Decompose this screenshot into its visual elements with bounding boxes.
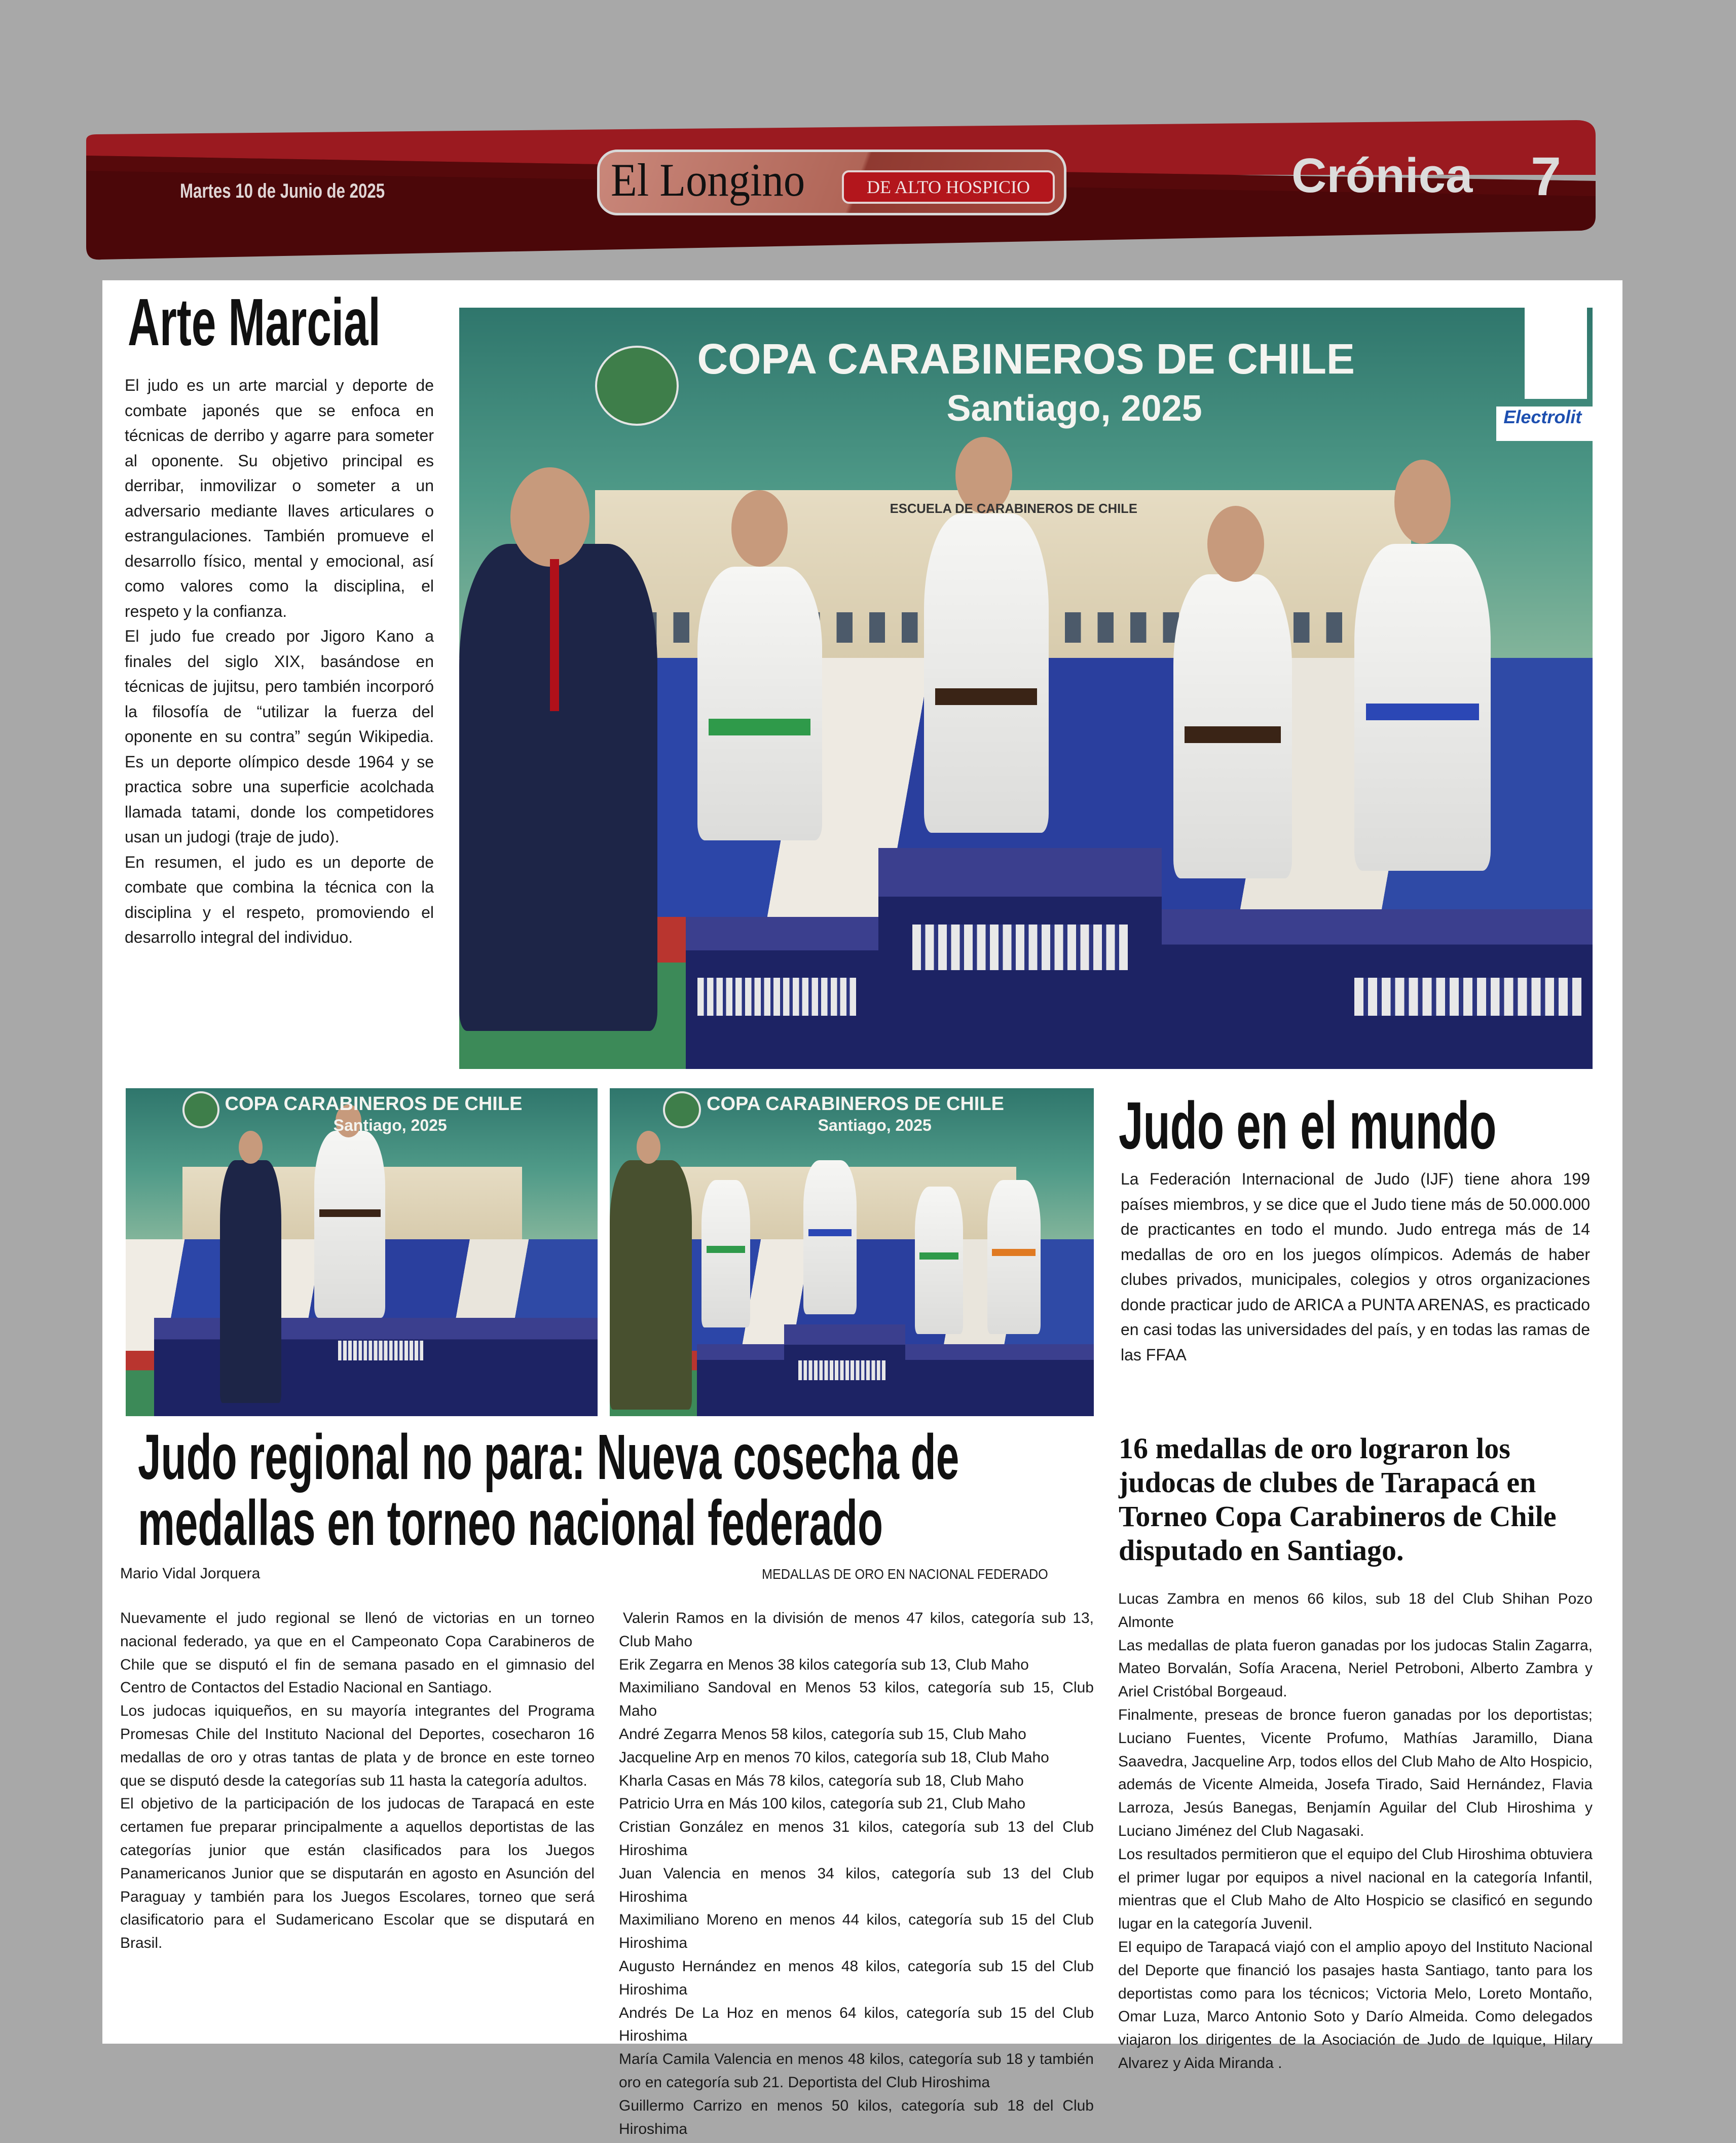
athlete-belt [992, 1249, 1036, 1256]
list-item: Cristian González en menos 31 kilos, categoría sub 13 del Club Hiroshima [619, 1819, 1094, 1859]
list-item: André Zegarra Menos 58 kilos, categoría sub 15, Club Maho [619, 1725, 1026, 1743]
athlete-belt [919, 1252, 958, 1260]
list-item: Maximiliano Moreno en menos 44 kilos, categoría sub 15 del Club Hiroshima [619, 1911, 1094, 1952]
paragraph: El equipo de Tarapacá viajó con el amplio apoyo del Instituto Nacional del Deporte que financió los pasajes hasta Santiago, tanto para los deportistas como para los técnicos; Victoria Melo, Loreto Montaño, Omar Luza, Marco Antonio Soto y Darío Almeida. Como delegados viajaron los dirigentes de la Asociación de Judo de Iquique, Hilary Alvarez y Aida Miranda . [1118, 1938, 1593, 2072]
photo-banner-title: COPA CARABINEROS DE CHILE [697, 335, 1355, 383]
podium-logos [912, 925, 1128, 970]
arte-marcial-title: Arte Marcial [128, 285, 381, 359]
list-item: Guillermo Carrizo en menos 50 kilos, categoría sub 18 del Club Hiroshima [619, 2097, 1094, 2137]
federation-logo [1525, 308, 1587, 399]
athlete-belt [808, 1229, 852, 1236]
athlete-figure [314, 1131, 385, 1318]
podium-photo-right [610, 1088, 1094, 1416]
side-article-body [1118, 1587, 1593, 2075]
athlete-figure [987, 1180, 1041, 1334]
athlete-head [731, 490, 788, 566]
athlete-figure [701, 1180, 750, 1327]
podium-logos [1354, 978, 1581, 1016]
athlete-figure [697, 567, 822, 841]
official-tie [550, 559, 559, 711]
list-item: Valerin Ramos en la división de menos 47 kilos, categoría sub 13, Club Maho [619, 1610, 1094, 1650]
athlete-belt [935, 688, 1037, 705]
athlete-belt [707, 1246, 745, 1253]
list-item: Andrés De La Hoz en menos 64 kilos, categoría sub 15 del Club Hiroshima [619, 2004, 1094, 2045]
paragraph: Los judocas iquiqueños, en su mayoría integrantes del Programa Promesas Chile del Instituto Nacional del Deportes, cosecharon 16 medallas de oro y otras tantas de plata y de bronce en este torneo que se disputó desde la categorías sub 11 hasta la categoría adultos. [120, 1703, 595, 1789]
carabineros-badge [182, 1091, 219, 1128]
paragraph: El judo fue creado por Jigoro Kano a finales del siglo XIX, basándose en técnicas de jujitsu, pero también incorporó la filosofía de “utilizar la fuerza del oponente en su contra” según Wikipedia. Es un deporte olímpico desde 1964 y se practica sobre una superficie acolchada llamada tatami, donde los competidores usan un judogi (traje de judo). [125, 627, 434, 846]
athlete-belt [1185, 726, 1281, 743]
paragraph: Nuevamente el judo regional se llenó de victorias en un torneo nacional federado, ya que en el Campeonato Copa Carabineros de Chile que se disputó el fin de semana pasado en el gimnasio del Centro de Contactos del Estadio Nacional en Santiago. [120, 1610, 595, 1696]
podium-logos [697, 978, 856, 1016]
arte-marcial-text [125, 373, 434, 950]
athlete-figure [915, 1187, 964, 1334]
sponsor-sign: Electrolit [1496, 407, 1593, 441]
athlete-figure [803, 1160, 857, 1314]
main-headline-line1: Judo regional no para: Nueva cosecha de [138, 1421, 959, 1493]
list-item: Erik Zegarra en Menos 38 kilos categoría sub 13, Club Maho [619, 1656, 1029, 1673]
officer-figure [610, 1160, 692, 1410]
list-item: Maximiliano Sandoval en Menos 53 kilos, categoría sub 15, Club Maho [619, 1679, 1094, 1720]
logo-subtitle: DE ALTO HOSPICIO [842, 170, 1055, 204]
list-item: Kharla Casas en Más 78 kilos, categoría sub 18, Club Maho [619, 1772, 1024, 1789]
issue-date: Martes 10 de Junio de 2025 [180, 180, 385, 202]
logo-name: El Longino [611, 154, 805, 206]
paragraph: El judo es un arte marcial y deporte de combate japonés que se enfoca en técnicas de derribo y agarre para someter al oponente. Su objetivo principal es derribar, inmovilizar o someter a un adversario mediante llaves articulares o estrangulaciones. También promueve el desarrollo físico, mental y emocional, así como valores como la disciplina, el respeto y la confianza. [125, 376, 434, 620]
list-item: María Camila Valencia en menos 48 kilos, categoría sub 18 y también oro en categoría sub 21. Deportista del Club Hiroshima [619, 2051, 1094, 2091]
official-figure [220, 1160, 281, 1403]
photo-building-sign: ESCUELA DE CARABINEROS DE CHILE [890, 502, 1137, 516]
photo-banner-subtitle: Santiago, 2025 [946, 388, 1202, 429]
photo-banner-title: COPA CARABINEROS DE CHILE [225, 1093, 523, 1115]
paragraph: El objetivo de la participación de los judocas de Tarapacá en este certamen fue preparar principalmente a aquellos deportistas de las categorías junior que están clasificados para los Juegos Panamericanos Junior que se disputarán en agosto en Asunción del Paraguay y también para los Juegos Escolares, torneo que será clasificatorio para el Sudamericano Escolar que se disputará en Brasil. [120, 1795, 595, 1952]
list-item: Augusto Hernández en menos 48 kilos, categoría sub 15 del Club Hiroshima [619, 1957, 1094, 1998]
byline: Mario Vidal Jorquera [120, 1565, 261, 1582]
list-item: Jacqueline Arp en menos 70 kilos, categoría sub 18, Club Maho [619, 1749, 1049, 1766]
photo-banner-subtitle: Santiago, 2025 [333, 1116, 447, 1134]
judo-mundo-text: La Federación Internacional de Judo (IJF) tiene ahora 199 países miembros, y se dice que el Judo tiene más de 50.000.000 de practicantes en todo el mundo. Judo entrega más de 14 medallas de oro en los juegos olímpicos. Además de haber clubes privados, municipales, colegios y otros organizaciones donde practicar judo de ARICA a PUNTA ARENAS, es practicado en casi todas las universidades del país, y en todas las ramas de las FFAA [1121, 1170, 1590, 1364]
athlete-head [1207, 506, 1264, 582]
podium-photo-left [126, 1088, 598, 1416]
paragraph: Lucas Zambra en menos 66 kilos, sub 18 del Club Shihan Pozo Almonte [1118, 1591, 1593, 1631]
podium-logos [798, 1360, 885, 1380]
gold-medals-heading: MEDALLAS DE ORO EN NACIONAL FEDERADO [762, 1566, 1048, 1582]
official-head [510, 467, 590, 566]
gold-medals-list [619, 1607, 1094, 2140]
carabineros-badge [595, 346, 679, 426]
official-head [239, 1131, 263, 1164]
photo-banner-subtitle: Santiago, 2025 [818, 1116, 932, 1134]
photo-banner-title: COPA CARABINEROS DE CHILE [707, 1093, 1004, 1115]
athlete-figure [924, 513, 1049, 833]
athlete-belt [1366, 704, 1480, 720]
main-podium-photo [459, 308, 1593, 1069]
paragraph: Los resultados permitieron que el equipo del Club Hiroshima obtuviera el primer lugar por equipos a nivel nacional en la categoría Infantil, mientras que el Club Maho de Alto Hospicio se clasificó en segundo lugar en la categoría Juvenil. [1118, 1845, 1593, 1933]
list-item: Juan Valencia en menos 34 kilos, categoría sub 13 del Club Hiroshima [619, 1865, 1094, 1905]
carabineros-badge [663, 1091, 701, 1128]
podium-logos [338, 1341, 423, 1360]
athlete-belt [709, 719, 810, 735]
paragraph: En resumen, el judo es un deporte de combate que combina la técnica con la disciplina y el respeto, promoviendo el desarrollo integral del individuo. [125, 853, 434, 946]
athlete-head [1394, 460, 1451, 543]
athlete-belt [319, 1209, 381, 1216]
main-article-body [120, 1607, 595, 1955]
newspaper-logo [597, 150, 1066, 215]
paragraph: Finalmente, preseas de bronce fueron ganadas por los deportistas; Luciano Fuentes, Vicente Profumo, Mathías Jaramillo, Diana Saavedra, Jacqueline Arp, todos ellos del Club Maho de Alto Hospicio, además de Vicente Almeida, Josefa Tirado, Said Hernández, Flavia Larroza, Jesús Banegas, Benjamín Aguilar del Club Hiroshima y Luciano Jiménez del Club Nagasaki. [1118, 1706, 1593, 1839]
officer-head [637, 1131, 661, 1164]
side-headline: 16 medallas de oro lograron los judocas de clubes de Tarapacá en Torneo Copa Carabineros de Chile disputado en Santiago. [1119, 1432, 1557, 1567]
list-item: Patricio Urra en Más 100 kilos, categoría sub 21, Club Maho [619, 1795, 1026, 1813]
judo-mundo-title: Judo en el mundo [1119, 1088, 1497, 1163]
page-number: 7 [1531, 145, 1562, 207]
paragraph: Las medallas de plata fueron ganadas por los judocas Stalin Zagarra, Mateo Borvalán, Sofía Aracena, Neriel Petroboni, Alberto Zambra y Ariel Cristóbal Borgeaud. [1118, 1637, 1593, 1701]
main-headline-line2: medallas en torneo nacional federado [138, 1487, 883, 1559]
section-name: Crónica [1291, 149, 1473, 203]
